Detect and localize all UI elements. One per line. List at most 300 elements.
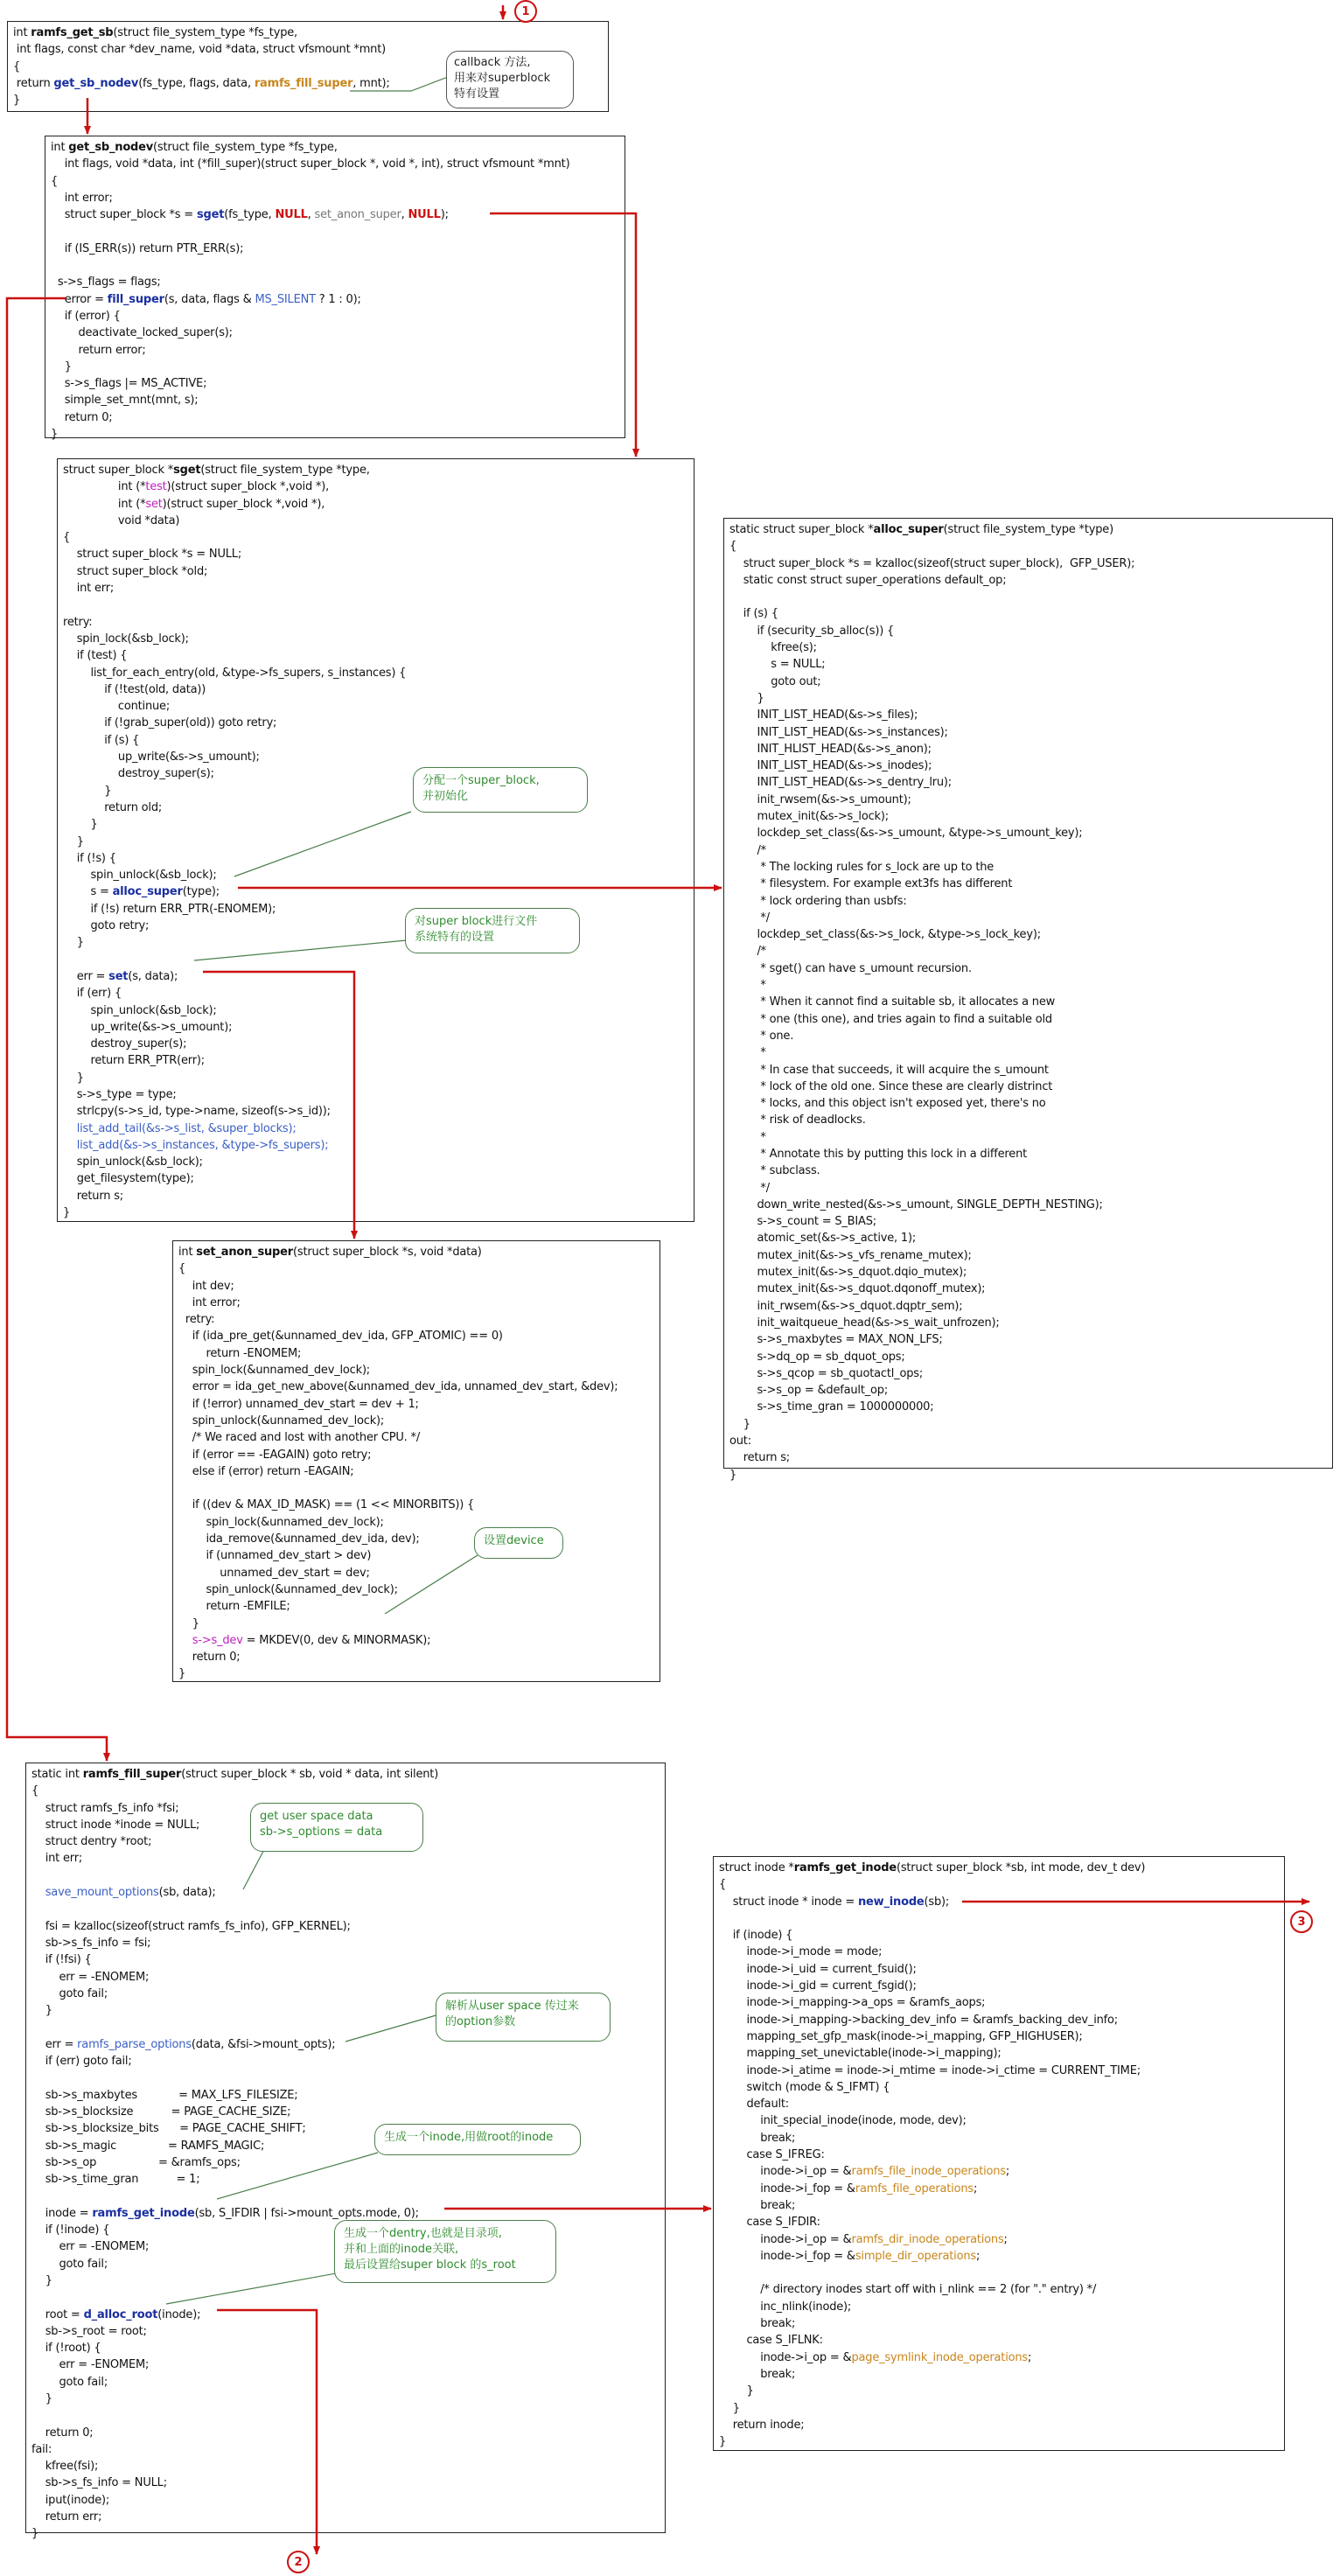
arrow-to-sget <box>490 213 636 457</box>
code-token: fail: <box>31 2442 52 2456</box>
note-alloc-super-line-2: 并初始化 <box>422 790 469 803</box>
code-token: { <box>13 59 21 73</box>
code-token: default: <box>719 2098 789 2112</box>
code-token: sget <box>173 464 201 477</box>
code-token: if (!s) { <box>63 851 116 865</box>
note-callback-line-1: callback 方法, <box>454 56 531 69</box>
code-token: * lock ordering than usbfs: <box>729 894 907 908</box>
code-token: } <box>31 2004 52 2018</box>
code-token: (fs_type, flags, data, <box>138 76 255 90</box>
code-token: (sb, data); <box>158 1886 216 1900</box>
note-set-fs-line-1: 对super block进行文件 <box>415 915 538 928</box>
code-token: MS_SILENT <box>255 292 316 306</box>
code-token: int err; <box>31 1852 83 1866</box>
code-token: ramfs_dir_inode_operations <box>851 2232 1004 2246</box>
code-token: INIT_LIST_HEAD(&s->s_files); <box>729 709 918 723</box>
code-token: * lock of the old one. Since these are clearly distrinct <box>729 1079 1053 1093</box>
marker-1: 1 <box>514 0 537 23</box>
code-token: , <box>307 208 315 222</box>
code-token: spin_unlock(&unnamed_dev_lock); <box>178 1414 385 1428</box>
function-call-token: alloc_super <box>112 885 183 899</box>
pointer-alloc <box>234 812 411 876</box>
code-token: sb->s_time_gran = 1; <box>31 2173 200 2187</box>
code-token: if (IS_ERR(s)) return PTR_ERR(s); <box>51 241 244 255</box>
code-token: s->s_op = &default_op; <box>729 1384 889 1398</box>
code-token: root = <box>31 2307 84 2321</box>
code-token: get_sb_nodev <box>68 141 154 154</box>
code-token: return s; <box>63 1189 123 1203</box>
code-token: ; <box>1005 2165 1010 2179</box>
code-token: int err; <box>63 582 115 596</box>
code-token: )(struct super_block *,void *), <box>166 480 330 494</box>
code-token: } <box>719 2435 727 2449</box>
code-token: ); <box>440 208 449 222</box>
code-token: s->s_type = type; <box>63 1087 177 1101</box>
note-callback <box>446 51 574 108</box>
code-token: } <box>63 1206 71 1220</box>
code-token: spin_unlock(&sb_lock); <box>63 869 217 883</box>
note-get-user <box>250 1803 423 1852</box>
note-callback-line-3: 特有设置 <box>454 87 500 101</box>
code-token: (struct file_system_type *type) <box>943 523 1113 536</box>
code-token: list_for_each_entry(old, &type->fs_supers, s_instances) { <box>63 666 407 680</box>
code-token: static int <box>31 1768 83 1781</box>
code-token: ? 1 : 0); <box>315 292 361 306</box>
code-token: int flags, void *data, int (*fill_super)(struct super_block *, void *, int), struct vfsmount *mnt) <box>51 157 570 171</box>
marker-2: 2 <box>287 2551 310 2573</box>
code-token: sb->s_maxbytes = MAX_LFS_FILESIZE; <box>31 2088 298 2102</box>
code-token: int <box>178 1246 197 1259</box>
code-token: inode->i_mapping->a_ops = &ramfs_aops; <box>719 1996 986 2010</box>
code-token: simple_set_mnt(mnt, s); <box>51 394 199 408</box>
code-token: /* <box>729 843 766 857</box>
code-token: struct super_block *s = kzalloc(sizeof(struct super_block), GFP_USER); <box>729 556 1135 570</box>
code-token: if (!s) return ERR_PTR(-ENOMEM); <box>63 902 276 916</box>
note-callback-line-2: 用来对superblock <box>454 72 551 85</box>
code-token: s->s_flags = flags; <box>51 276 161 290</box>
code-token: inode->i_mode = mode; <box>719 1945 883 1959</box>
code-token: err = -ENOMEM; <box>31 2358 150 2372</box>
code-token: up_write(&s->s_umount); <box>63 1020 233 1034</box>
code-token: init_waitqueue_head(&s->s_wait_unfrozen); <box>729 1316 1000 1330</box>
code-token: ; <box>1003 2232 1008 2246</box>
code-token: inc_nlink(inode); <box>719 2300 852 2314</box>
code-token: set_anon_super <box>196 1246 293 1259</box>
code-token: err = -ENOMEM; <box>31 1970 150 1984</box>
code-token: int error; <box>178 1295 241 1309</box>
code-token: ida_remove(&unnamed_dev_ida, dev); <box>178 1532 420 1546</box>
code-token: /* We raced and lost with another CPU. */ <box>178 1431 421 1445</box>
code-token: } <box>178 1616 199 1630</box>
code-token: * filesystem. For example ext3fs has different <box>729 877 1013 891</box>
code-token: { <box>178 1262 186 1276</box>
code-token: spin_unlock(&sb_lock); <box>63 1003 217 1017</box>
code-token: inode->i_fop = & <box>719 2249 855 2263</box>
code-token: break; <box>719 2198 796 2212</box>
code-token: * The locking rules for s_lock are up to the <box>729 860 995 874</box>
code-token: if (!error) unnamed_dev_start = dev + 1; <box>178 1397 419 1411</box>
code-token: case S_IFLNK: <box>719 2334 823 2348</box>
code-token: } <box>729 1417 750 1431</box>
code-token: (sb); <box>924 1895 950 1909</box>
code-token: } <box>178 1667 186 1681</box>
code-token: if (s) { <box>729 607 778 621</box>
code-token: (s, data); <box>128 969 178 983</box>
code-token: /* directory inodes start off with i_nlink == 2 (for "." entry) */ <box>719 2283 1097 2297</box>
code-token: err = <box>63 969 109 983</box>
function-call-token: set <box>108 969 129 983</box>
code-token: { <box>729 540 737 554</box>
code-token: struct super_block * <box>63 464 174 477</box>
code-token: inode->i_atime = inode->i_mtime = inode->i_ctime = CURRENT_TIME; <box>719 2063 1141 2077</box>
code-token: case S_IFDIR: <box>719 2216 820 2230</box>
code-token: out: <box>729 1435 751 1449</box>
code-token: return err; <box>31 2510 102 2524</box>
code-token: break; <box>719 2317 796 2331</box>
pointer-callback <box>350 77 448 91</box>
code-token: simple_dir_operations <box>855 2249 976 2263</box>
code-token: struct ramfs_fs_info *fsi; <box>31 1801 179 1815</box>
code-token: sb->s_blocksize_bits = PAGE_CACHE_SHIFT; <box>31 2122 306 2136</box>
code-token: (inode); <box>157 2307 201 2321</box>
code-token: goto fail; <box>31 2257 108 2271</box>
code-token: INIT_HLIST_HEAD(&s->s_anon); <box>729 742 932 756</box>
code-token: (struct file_system_type *fs_type, <box>153 141 338 154</box>
note-gen-dentry <box>334 2220 556 2283</box>
code-token: if (unnamed_dev_start > dev) <box>178 1549 372 1563</box>
code-token: if (error) { <box>51 309 121 323</box>
code-token: strlcpy(s->s_id, type->name, sizeof(s->s_id)); <box>63 1105 331 1119</box>
code-token: set_anon_super <box>314 208 401 222</box>
code-token: spin_lock(&unnamed_dev_lock); <box>178 1515 384 1529</box>
code-token: ramfs_file_operations <box>855 2182 974 2196</box>
code-token: inode->i_mapping->backing_dev_info = &ramfs_backing_dev_info; <box>719 2013 1118 2027</box>
pointer-set <box>194 940 407 960</box>
note-gen-dentry-line-1: 生成一个dentry,也就是目录项, <box>344 2227 502 2240</box>
code-token: return 0; <box>51 410 113 424</box>
code-token: save_mount_options <box>31 1886 159 1900</box>
code-token: (struct super_block *sb, int mode, dev_t dev) <box>896 1861 1146 1874</box>
code-token: * <box>729 979 766 993</box>
code-token: destroy_super(s); <box>63 1037 187 1051</box>
code-token: } <box>729 1468 737 1482</box>
code-token: int (* <box>63 497 146 511</box>
code-token: , mnt); <box>352 76 390 90</box>
code-token: * In case that succeeds, it will acquire the s_umount <box>729 1063 1049 1077</box>
code-token: goto retry; <box>63 919 150 933</box>
code-token: sb->s_fs_info = fsi; <box>31 1936 151 1950</box>
code-token: ramfs_get_inode <box>793 1861 897 1874</box>
arrow-to-anon <box>203 972 354 1239</box>
code-token: int (* <box>63 480 146 494</box>
code-token: } <box>63 936 84 950</box>
code-token: struct dentry *root; <box>31 1835 152 1849</box>
code-token: init_special_inode(inode, mode, dev); <box>719 2114 967 2128</box>
code-token: ramfs_fill_super <box>254 76 353 90</box>
code-token: int flags, const char *dev_name, void *data, struct vfsmount *mnt) <box>13 43 386 57</box>
code-token: (data, &fsi->mount_opts); <box>191 2037 336 2051</box>
code-token: static struct super_block * <box>729 523 874 536</box>
code-token: up_write(&s->s_umount); <box>63 750 260 764</box>
code-token: * When it cannot find a suitable sb, it allocates a new <box>729 995 1056 1009</box>
code-token: goto fail; <box>31 1986 108 2000</box>
code-token: ramfs_get_sb <box>31 26 114 39</box>
code-token: } <box>63 1071 84 1085</box>
note-gen-inode-line-1: 生成一个inode,用做root的inode <box>384 2131 554 2144</box>
code-token: INIT_LIST_HEAD(&s->s_dentry_lru); <box>729 776 952 790</box>
code-token: test <box>145 480 167 494</box>
code-token: case S_IFREG: <box>719 2148 825 2162</box>
code-token: return -EMFILE; <box>178 1600 290 1614</box>
code-token: */ <box>729 1181 770 1195</box>
code-token: } <box>63 834 84 848</box>
code-token: { <box>719 1878 727 1892</box>
code-token: lockdep_set_class(&s->s_umount, &type->s_umount_key); <box>729 827 1083 841</box>
pointer-inode <box>217 2153 378 2199</box>
code-token: switch (mode & S_IFMT) { <box>719 2080 890 2094</box>
code-token: spin_lock(&unnamed_dev_lock); <box>178 1364 370 1378</box>
code-token: (struct file_system_type *type, <box>200 464 370 477</box>
code-token: ; <box>1028 2350 1032 2364</box>
arrow-to-2 <box>217 2310 317 2554</box>
code-token: } <box>63 818 98 832</box>
code-token: goto fail; <box>31 2375 108 2389</box>
code-token: (struct super_block * sb, void * data, int silent) <box>181 1768 439 1781</box>
code-token: s->s_qcop = sb_quotactl_ops; <box>729 1366 923 1380</box>
code-token: sb->s_fs_info = NULL; <box>31 2476 167 2490</box>
code-token: /* <box>729 945 766 959</box>
code-token: if ((dev & MAX_ID_MASK) == (1 << MINORBITS)) { <box>178 1498 475 1512</box>
code-token: struct super_block *s = <box>51 208 197 222</box>
code-token: } <box>63 784 112 798</box>
code-token: NULL <box>275 208 308 222</box>
code-token: s->dq_op = sb_dquot_ops; <box>729 1350 905 1364</box>
code-token: (fs_type, <box>224 208 276 222</box>
code-token: return inode; <box>719 2418 805 2432</box>
code-token: * risk of deadlocks. <box>729 1113 866 1127</box>
note-set-fs <box>405 908 580 953</box>
code-token: { <box>63 531 71 545</box>
code-token: * one (this one), and tries again to find a suitable old <box>729 1012 1052 1026</box>
note-get-user-line-1: get user space data <box>260 1810 373 1823</box>
code-token: (struct file_system_type *fs_type, <box>113 26 297 39</box>
code-token: s->s_count = S_BIAS; <box>729 1215 876 1229</box>
code-token: s->s_time_gran = 1000000000; <box>729 1400 934 1414</box>
code-token: int <box>51 141 69 154</box>
code-token: mutex_init(&s->s_lock); <box>729 810 889 824</box>
note-gen-dentry-line-2: 并和上面的inode关联, <box>344 2243 459 2256</box>
code-token: ramfs_file_inode_operations <box>851 2165 1006 2179</box>
code-token: err = -ENOMEM; <box>31 2240 150 2254</box>
code-token: alloc_super <box>873 523 944 536</box>
code-token: if (test) { <box>63 649 128 663</box>
code-token: lockdep_set_class(&s->s_lock, &type->s_lock_key); <box>729 928 1041 942</box>
note-parse-options-line-1: 解析从user space 传过来 <box>445 2000 579 2013</box>
code-token: struct inode * <box>719 1861 794 1874</box>
code-token: */ <box>729 911 770 925</box>
code-token: , <box>401 208 408 222</box>
code-token: error = ida_get_new_above(&unnamed_dev_ida, unnamed_dev_start, &dev); <box>178 1380 618 1394</box>
code-token: } <box>719 2384 754 2398</box>
code-token: (struct super_block *s, void *data) <box>293 1246 482 1259</box>
code-token: if (!grab_super(old)) goto retry; <box>63 716 277 730</box>
code-token: INIT_LIST_HEAD(&s->s_inodes); <box>729 759 932 773</box>
code-token: int error; <box>51 191 113 205</box>
pointer-dentry <box>166 2272 341 2304</box>
function-call-token: sget <box>196 208 225 222</box>
code-token: get_filesystem(type); <box>63 1172 194 1186</box>
code-token: } <box>729 691 764 705</box>
code-token: if (!fsi) { <box>31 1953 92 1967</box>
marker-3: 3 <box>1290 1910 1313 1933</box>
code-token: if (err) goto fail; <box>31 2055 132 2069</box>
code-token: unnamed_dev_start = dev; <box>178 1566 370 1580</box>
code-token: INIT_LIST_HEAD(&s->s_instances); <box>729 725 948 739</box>
code-token: atomic_set(&s->s_active, 1); <box>729 1232 917 1246</box>
code-token: * sget() can have s_umount recursion. <box>729 961 972 975</box>
code-token: mapping_set_gfp_mask(inode->i_mapping, GFP_HIGHUSER); <box>719 2029 1083 2043</box>
code-token: inode = <box>31 2206 93 2220</box>
code-token: return <box>13 76 54 90</box>
code-token: page_symlink_inode_operations <box>851 2350 1028 2364</box>
code-token: iput(inode); <box>31 2493 110 2507</box>
code-token: ramfs_fill_super <box>82 1768 182 1781</box>
code-token: s->s_maxbytes = MAX_NON_LFS; <box>729 1333 943 1347</box>
code-token: inode->i_op = & <box>719 2350 852 2364</box>
code-token: ramfs_parse_options <box>77 2037 192 2051</box>
pointer-parse <box>345 2014 439 2042</box>
code-token: spin_unlock(&unnamed_dev_lock); <box>178 1582 398 1596</box>
code-token: struct super_block *s = NULL; <box>63 548 242 562</box>
code-token: ; <box>975 2249 981 2263</box>
code-token: s = <box>63 885 113 899</box>
code-token: { <box>51 174 59 188</box>
note-parse-options <box>436 1993 611 2042</box>
code-token: if (!test(old, data)) <box>63 682 206 696</box>
code-token: fsi = kzalloc(sizeof(struct ramfs_fs_info), GFP_KERNEL); <box>31 1919 351 1933</box>
code-token: error = <box>51 292 108 306</box>
code-token: return error; <box>51 343 146 357</box>
code-token: void *data) <box>63 513 180 527</box>
code-token: } <box>719 2401 740 2415</box>
code-token: int <box>13 26 31 39</box>
code-token: retry: <box>178 1313 215 1327</box>
note-gen-dentry-line-3: 最后设置给super block 的s_root <box>344 2258 516 2272</box>
code-token: (sb, S_IFDIR | fsi->mount_opts.mode, 0); <box>194 2206 419 2220</box>
code-token: s = NULL; <box>729 658 826 672</box>
code-token: if (security_sb_alloc(s)) { <box>729 624 895 638</box>
note-alloc-super-line-1: 分配一个super_block, <box>422 774 540 787</box>
code-token: { <box>31 1784 39 1798</box>
code-token: if (ida_pre_get(&unnamed_dev_ida, GFP_ATOMIC) == 0) <box>178 1330 503 1344</box>
code-token: s->s_flags |= MS_ACTIVE; <box>51 377 207 391</box>
code-token: else if (error) return -EAGAIN; <box>178 1464 354 1478</box>
note-gen-inode <box>374 2124 581 2155</box>
code-token: ; <box>973 2182 978 2196</box>
code-token: } <box>31 2391 52 2405</box>
code-token: inode->i_gid = current_fsgid(); <box>719 1979 917 1993</box>
note-alloc-super <box>413 767 588 813</box>
code-token: struct super_block *old; <box>63 564 208 578</box>
code-token: int dev; <box>178 1279 234 1293</box>
code-token: * <box>729 1130 766 1144</box>
code-token: } <box>13 94 21 108</box>
code-token: )(struct super_block *,void *), <box>162 497 325 511</box>
code-token: break; <box>719 2367 796 2381</box>
code-token: if (err) { <box>63 987 122 1001</box>
code-token: } <box>51 360 72 373</box>
code-token: err = <box>31 2037 78 2051</box>
code-token: spin_lock(&sb_lock); <box>63 632 189 646</box>
note-set-fs-line-2: 系统特有的设置 <box>415 931 495 944</box>
code-token: if (!root) { <box>31 2342 101 2356</box>
code-token: return -ENOMEM; <box>178 1346 302 1360</box>
code-token: return 0; <box>178 1651 241 1665</box>
code-token: if (error == -EAGAIN) goto retry; <box>178 1448 372 1462</box>
code-token: spin_unlock(&sb_lock); <box>63 1155 203 1169</box>
code-token: struct inode *inode = NULL; <box>31 1818 200 1832</box>
pointer-device <box>385 1555 478 1614</box>
code-token: * Annotate this by putting this lock in a different <box>729 1147 1028 1161</box>
function-call-token: get_sb_nodev <box>53 76 139 90</box>
code-token: sb->s_blocksize = PAGE_CACHE_SIZE; <box>31 2105 291 2119</box>
code-token: } <box>31 2273 52 2287</box>
code-token: set <box>145 497 163 511</box>
code-token: init_rwsem(&s->s_dquot.dqptr_sem); <box>729 1299 963 1313</box>
code-token: sb->s_root = root; <box>31 2324 147 2338</box>
code-token: list_add_tail(&s->s_list, &super_blocks); <box>63 1121 297 1135</box>
code-token: NULL <box>408 208 441 222</box>
code-token: retry: <box>63 615 93 629</box>
code-token: list_add(&s->s_instances, &type->fs_supers); <box>63 1138 329 1152</box>
code-token: s->s_dev <box>192 1633 243 1647</box>
code-token: init_rwsem(&s->s_umount); <box>729 792 911 806</box>
code-token: struct inode * inode = <box>719 1895 858 1909</box>
code-token: static const struct super_operations default_op; <box>729 573 1007 587</box>
code-token: mutex_init(&s->s_vfs_rename_mutex); <box>729 1248 972 1262</box>
code-token: sb->s_magic = RAMFS_MAGIC; <box>31 2139 265 2153</box>
function-call-token: d_alloc_root <box>83 2307 158 2321</box>
function-call-token: new_inode <box>858 1895 925 1909</box>
code-token: kfree(fsi); <box>31 2460 99 2474</box>
code-token: return old; <box>63 800 163 814</box>
code-token: = MKDEV(0, dev & MINORMASK); <box>242 1633 431 1647</box>
arrow-to-fill <box>7 298 107 1761</box>
code-token: * one. <box>729 1029 794 1043</box>
note-get-user-line-2: sb->s_options = data <box>260 1826 383 1839</box>
code-token: continue; <box>63 700 171 714</box>
code-token: return s; <box>729 1451 790 1465</box>
code-token: break; <box>719 2131 796 2145</box>
code-token: mapping_set_unevictable(inode->i_mapping); <box>719 2047 1002 2061</box>
code-token: if (s) { <box>63 733 140 747</box>
code-token: * <box>729 1046 766 1060</box>
code-token: * subclass. <box>729 1164 820 1178</box>
code-token: return ERR_PTR(err); <box>63 1054 205 1068</box>
code-token: goto out; <box>729 674 821 688</box>
note-set-device <box>474 1527 563 1559</box>
code-token: } <box>51 428 59 442</box>
code-token: * locks, and this object isn't exposed yet, there's no <box>729 1097 1046 1111</box>
code-token: inode->i_uid = current_fsuid(); <box>719 1962 917 1976</box>
code-token: if (inode) { <box>719 1929 793 1943</box>
code-token: (s, data, flags & <box>164 292 255 306</box>
function-call-token: fill_super <box>107 292 164 306</box>
code-token: mutex_init(&s->s_dquot.dqio_mutex); <box>729 1266 967 1280</box>
code-token: (type); <box>182 885 220 899</box>
code-token: down_write_nested(&s->s_umount, SINGLE_DEPTH_NESTING); <box>729 1197 1103 1211</box>
code-token: return 0; <box>31 2426 94 2440</box>
